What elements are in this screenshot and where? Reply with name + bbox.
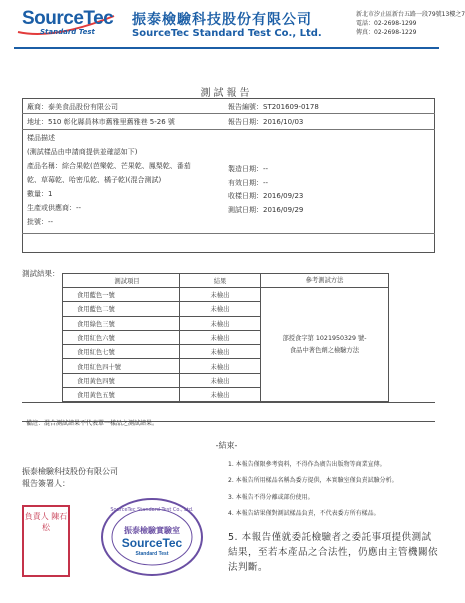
seal-text: 負責人 陳石松 [24,512,68,532]
test-result: 未檢出 [180,359,261,373]
test-result: 未檢出 [180,288,261,302]
lot-number: 批號：-- [27,218,54,226]
signer-label: 報告簽署人： [22,479,70,488]
test-item: 食用紅色七號 [63,345,180,359]
logo-text: SourceTec [22,8,114,29]
test-result: 未檢出 [180,345,261,359]
product-name: 產品名稱：綜合果乾(芭樂乾、芒果乾、鳳梨乾、番茄 [27,162,191,170]
stamp-main: SourceTec [121,536,183,550]
test-result: 未檢出 [180,302,261,316]
column-header-method: 參考測試方法 [261,274,389,288]
table-row [63,288,389,302]
info-divider [22,233,435,234]
test-item: 食用黃色五號 [63,388,180,402]
company-fax: 傳真：02-2698-1229 [356,29,417,36]
manufacturer: 生產或供應商：-- [27,204,82,212]
product-name-continued: 乾、草莓乾、哈密瓜乾、橘子乾)(混合測試) [27,176,162,184]
sample-description-heading: 樣品描述 [27,134,55,142]
applicant-address: 地址：510 彰化縣員林市舊雅里舊雅巷 5-26 號 [27,118,175,126]
report-date: 報告日期：2016/10/03 [228,118,304,126]
received-date: 收樣日期：2016/09/23 [228,192,304,200]
note-item: 4. 本報告結果僅對測試樣品負責，不代表委方所有樣品。 [228,510,380,517]
test-item: 食用綠色三號 [63,316,180,330]
table-header-row [63,274,389,288]
lab-stamp-icon [100,497,204,577]
applicant: 廠商：泰美食品股份有限公司 [27,103,118,111]
stamp-zh: 振泰檢驗實驗室 [124,526,180,535]
end-marker: -結束- [215,441,238,450]
report-title: 測試報告 [200,88,253,99]
lab-name: 振泰檢驗科技股份有限公司 [22,467,118,476]
test-method [261,288,389,402]
method-line: 食品中著色劑之檢驗方法 [289,346,360,354]
test-result: 未檢出 [180,373,261,387]
test-result: 未檢出 [180,388,261,402]
sample-note: (測試樣品由申請商提供並確認如下) [27,148,138,156]
note-item: 1. 本報告僅限參考資料，不得作為廣告出版物等商業宣傳。 [228,461,386,468]
company-address: 新北市汐止區新台五路一段79號13樓之7 [356,11,465,18]
test-result: 未檢出 [180,330,261,344]
column-header-result: 結果 [180,274,261,288]
quantity: 數量：1 [27,190,53,198]
report-number: 報告編號：ST201609-0178 [228,103,319,111]
remark-text: 備註：混合測試結果不代表單一樣品之測試結果。 [26,420,159,427]
results-heading: 測試結果： [22,269,60,278]
column-header-item: 測試項目 [63,274,180,288]
company-name-zh: 振泰檢驗科技股份有限公司 [132,12,312,28]
method-line: 部授食字第 1021950329 號- [282,334,367,342]
logo-subtext: Standard Test [40,28,95,36]
test-item: 食用紅色四十號 [63,359,180,373]
test-item: 食用紅色六號 [63,330,180,344]
company-name-en: SourceTec Standard Test Co., Ltd. [132,28,322,39]
test-item: 食用黃色四號 [63,373,180,387]
test-item: 食用藍色二號 [63,302,180,316]
note-item: 3. 本報告不得分離或部份使用。 [228,494,314,501]
stamp-sub: Standard Test [135,551,169,557]
company-phone: 電話：02-2698-1299 [356,20,417,27]
note-item: 2. 本報告所用樣品名稱為委方提供，本實驗室僅負責試驗分析。 [228,477,398,484]
expiry-date: 有效日期：-- [228,179,269,187]
info-divider [22,129,435,130]
test-result: 未檢出 [180,316,261,330]
manufacture-date: 製造日期：-- [228,165,269,173]
stamp-ring: SourceTec Standard Test Co., Ltd. [110,507,194,513]
results-table [62,273,389,402]
info-divider [22,113,435,114]
note-item-5: 5. 本報告僅就委託檢驗者之委託事項提供測試結果，至若本產品之合法性，仍應由主管機關依法判斷。 [228,532,439,573]
company-contact [356,10,465,37]
signer-seal [22,505,70,577]
test-item: 食用藍色一號 [63,288,180,302]
test-date: 測試日期：2016/09/29 [228,206,304,214]
header-divider [14,47,439,49]
